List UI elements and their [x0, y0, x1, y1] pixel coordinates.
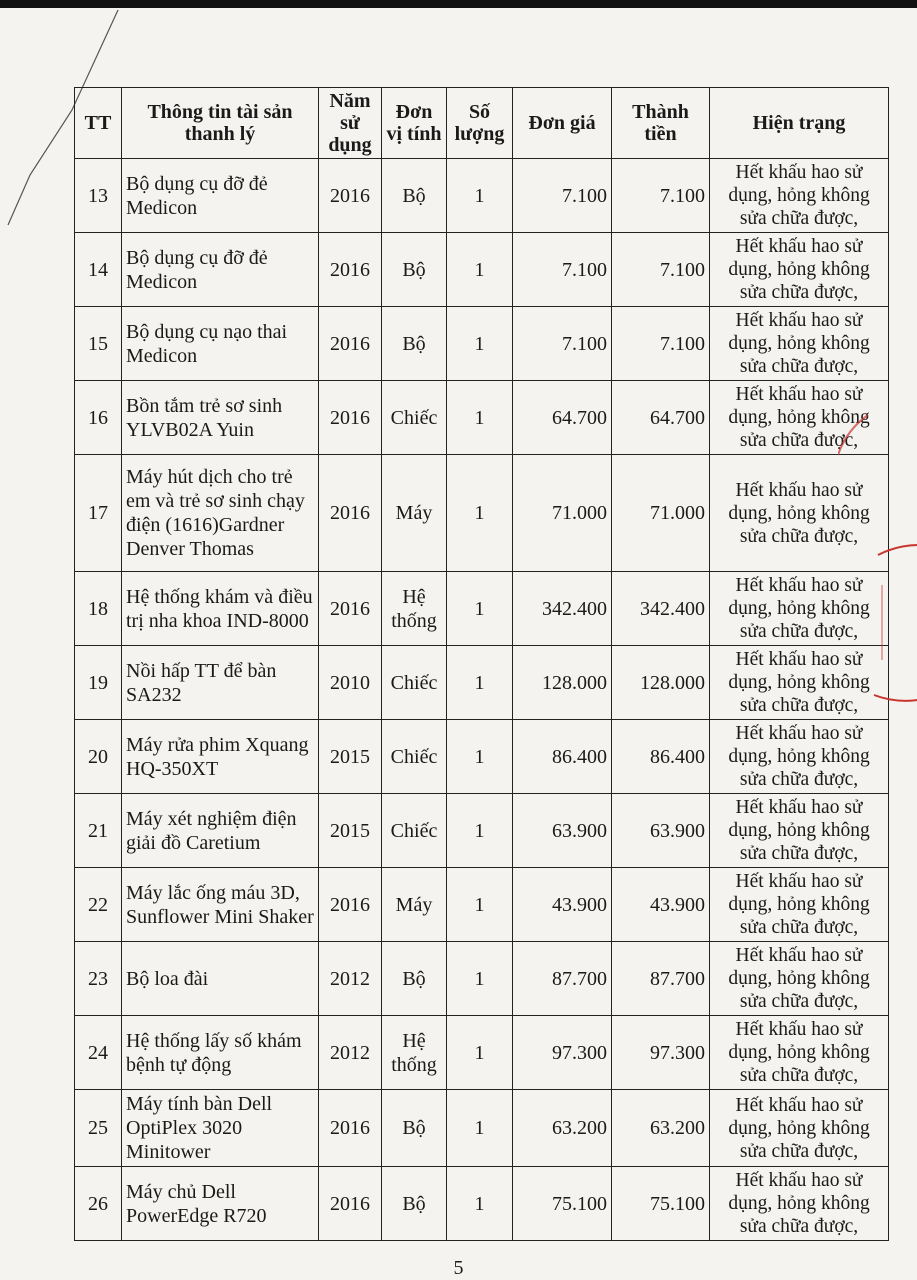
- asset-name-cell: Máy hút dịch cho trẻ em và trẻ sơ sinh chạy điện (1616)Gardner Denver Thomas: [122, 455, 319, 572]
- table-row: [75, 1016, 889, 1090]
- total-amount-cell: 87.700: [612, 942, 710, 1016]
- table-row: [75, 646, 889, 720]
- total-amount-cell: 7.100: [612, 307, 710, 381]
- total-amount-cell: 64.700: [612, 381, 710, 455]
- unit-price-cell: 71.000: [513, 455, 612, 572]
- row-number-cell: 13: [75, 159, 122, 233]
- year-of-use-cell: 2012: [319, 1016, 382, 1090]
- unit-price-cell: 63.900: [513, 794, 612, 868]
- table-row: [75, 1167, 889, 1241]
- table-row: [75, 381, 889, 455]
- total-amount-cell: 7.100: [612, 159, 710, 233]
- year-of-use-cell: 2016: [319, 868, 382, 942]
- unit-price-cell: 128.000: [513, 646, 612, 720]
- status-cell: Hết khấu hao sử dụng, hỏng không sửa chữa được,: [710, 1167, 889, 1241]
- row-number-cell: 22: [75, 868, 122, 942]
- year-of-use-cell: 2016: [319, 1167, 382, 1241]
- quantity-cell: 1: [447, 1167, 513, 1241]
- header-status: Hiện trạng: [710, 88, 889, 159]
- unit-price-cell: 87.700: [513, 942, 612, 1016]
- asset-name-cell: Máy tính bàn Dell OptiPlex 3020 Minitower: [122, 1090, 319, 1167]
- row-number-cell: 21: [75, 794, 122, 868]
- row-number-cell: 25: [75, 1090, 122, 1167]
- year-of-use-cell: 2015: [319, 720, 382, 794]
- unit-cell: Máy: [382, 868, 447, 942]
- row-number-cell: 18: [75, 572, 122, 646]
- table-row: [75, 1090, 889, 1167]
- status-cell: Hết khấu hao sử dụng, hỏng không sửa chữa được,: [710, 868, 889, 942]
- total-amount-cell: 75.100: [612, 1167, 710, 1241]
- quantity-cell: 1: [447, 942, 513, 1016]
- quantity-cell: 1: [447, 720, 513, 794]
- asset-name-cell: Máy rửa phim Xquang HQ-350XT: [122, 720, 319, 794]
- year-of-use-cell: 2016: [319, 159, 382, 233]
- quantity-cell: 1: [447, 794, 513, 868]
- quantity-cell: 1: [447, 868, 513, 942]
- year-of-use-cell: 2016: [319, 307, 382, 381]
- unit-price-cell: 97.300: [513, 1016, 612, 1090]
- year-of-use-cell: 2016: [319, 381, 382, 455]
- quantity-cell: 1: [447, 572, 513, 646]
- header-total: Thành tiền: [612, 88, 710, 159]
- total-amount-cell: 63.900: [612, 794, 710, 868]
- red-seal-stamp: [838, 395, 917, 715]
- total-amount-cell: 97.300: [612, 1016, 710, 1090]
- unit-price-cell: 86.400: [513, 720, 612, 794]
- table-row: [75, 794, 889, 868]
- status-cell: Hết khấu hao sử dụng, hỏng không sửa chữa được,: [710, 307, 889, 381]
- quantity-cell: 1: [447, 307, 513, 381]
- asset-name-cell: Hệ thống khám và điều trị nha khoa IND-8000: [122, 572, 319, 646]
- row-number-cell: 23: [75, 942, 122, 1016]
- page-number: 5: [453, 1257, 464, 1279]
- year-of-use-cell: 2016: [319, 455, 382, 572]
- unit-price-cell: 63.200: [513, 1090, 612, 1167]
- row-number-cell: 20: [75, 720, 122, 794]
- unit-cell: Chiếc: [382, 720, 447, 794]
- unit-cell: Hệ thống: [382, 572, 447, 646]
- year-of-use-cell: 2016: [319, 233, 382, 307]
- status-cell: Hết khấu hao sử dụng, hỏng không sửa chữa được,: [710, 572, 889, 646]
- status-cell: Hết khấu hao sử dụng, hỏng không sửa chữa được,: [710, 942, 889, 1016]
- year-of-use-cell: 2016: [319, 572, 382, 646]
- unit-cell: Hệ thống: [382, 1016, 447, 1090]
- total-amount-cell: 43.900: [612, 868, 710, 942]
- quantity-cell: 1: [447, 646, 513, 720]
- asset-name-cell: Máy chủ Dell PowerEdge R720: [122, 1167, 319, 1241]
- row-number-cell: 16: [75, 381, 122, 455]
- unit-price-cell: 342.400: [513, 572, 612, 646]
- status-cell: Hết khấu hao sử dụng, hỏng không sửa chữa được,: [710, 1016, 889, 1090]
- quantity-cell: 1: [447, 233, 513, 307]
- unit-price-cell: 7.100: [513, 233, 612, 307]
- header-asset-info: Thông tin tài sản thanh lý: [122, 88, 319, 159]
- quantity-cell: 1: [447, 159, 513, 233]
- table-row: [75, 720, 889, 794]
- unit-price-cell: 64.700: [513, 381, 612, 455]
- table-row: [75, 455, 889, 572]
- asset-name-cell: Bộ dụng cụ nạo thai Medicon: [122, 307, 319, 381]
- unit-cell: Bộ: [382, 233, 447, 307]
- total-amount-cell: 71.000: [612, 455, 710, 572]
- asset-name-cell: Máy xét nghiệm điện giải đồ Caretium: [122, 794, 319, 868]
- table-row: [75, 572, 889, 646]
- quantity-cell: 1: [447, 1016, 513, 1090]
- status-cell: Hết khấu hao sử dụng, hỏng không sửa chữa được,: [710, 720, 889, 794]
- status-cell: Hết khấu hao sử dụng, hỏng không sửa chữa được,: [710, 381, 889, 455]
- asset-name-cell: Bộ dụng cụ đỡ đẻ Medicon: [122, 159, 319, 233]
- unit-cell: Máy: [382, 455, 447, 572]
- unit-price-cell: 7.100: [513, 159, 612, 233]
- year-of-use-cell: 2016: [319, 1090, 382, 1167]
- table-row: [75, 942, 889, 1016]
- quantity-cell: 1: [447, 455, 513, 572]
- header-unit-price: Đơn giá: [513, 88, 612, 159]
- header-year: Năm sử dụng: [319, 88, 382, 159]
- total-amount-cell: 63.200: [612, 1090, 710, 1167]
- unit-price-cell: 75.100: [513, 1167, 612, 1241]
- unit-cell: Bộ: [382, 942, 447, 1016]
- unit-cell: Bộ: [382, 159, 447, 233]
- unit-cell: Chiếc: [382, 646, 447, 720]
- unit-cell: Bộ: [382, 307, 447, 381]
- header-tt: TT: [75, 88, 122, 159]
- status-cell: Hết khấu hao sử dụng, hỏng không sửa chữa được,: [710, 646, 889, 720]
- table-row: [75, 307, 889, 381]
- row-number-cell: 19: [75, 646, 122, 720]
- quantity-cell: 1: [447, 381, 513, 455]
- table-header-row: [75, 88, 889, 159]
- asset-name-cell: Bộ dụng cụ đỡ đẻ Medicon: [122, 233, 319, 307]
- table-row: [75, 233, 889, 307]
- row-number-cell: 24: [75, 1016, 122, 1090]
- table-row: [75, 868, 889, 942]
- table-row: [75, 159, 889, 233]
- header-quantity: Số lượng: [447, 88, 513, 159]
- status-cell: Hết khấu hao sử dụng, hỏng không sửa chữa được,: [710, 159, 889, 233]
- year-of-use-cell: 2015: [319, 794, 382, 868]
- asset-name-cell: Máy lắc ống máu 3D, Sunflower Mini Shaker: [122, 868, 319, 942]
- unit-price-cell: 43.900: [513, 868, 612, 942]
- asset-name-cell: Hệ thống lấy số khám bệnh tự động: [122, 1016, 319, 1090]
- total-amount-cell: 342.400: [612, 572, 710, 646]
- row-number-cell: 14: [75, 233, 122, 307]
- status-cell: Hết khấu hao sử dụng, hỏng không sửa chữa được,: [710, 455, 889, 572]
- status-cell: Hết khấu hao sử dụng, hỏng không sửa chữa được,: [710, 1090, 889, 1167]
- status-cell: Hết khấu hao sử dụng, hỏng không sửa chữa được,: [710, 233, 889, 307]
- row-number-cell: 15: [75, 307, 122, 381]
- total-amount-cell: 128.000: [612, 646, 710, 720]
- row-number-cell: 26: [75, 1167, 122, 1241]
- unit-cell: Chiếc: [382, 794, 447, 868]
- header-unit: Đơn vị tính: [382, 88, 447, 159]
- unit-cell: Chiếc: [382, 381, 447, 455]
- unit-price-cell: 7.100: [513, 307, 612, 381]
- quantity-cell: 1: [447, 1090, 513, 1167]
- status-cell: Hết khấu hao sử dụng, hỏng không sửa chữa được,: [710, 794, 889, 868]
- year-of-use-cell: 2012: [319, 942, 382, 1016]
- total-amount-cell: 86.400: [612, 720, 710, 794]
- asset-liquidation-table: [74, 87, 889, 1241]
- row-number-cell: 17: [75, 455, 122, 572]
- total-amount-cell: 7.100: [612, 233, 710, 307]
- asset-name-cell: Nồi hấp TT để bàn SA232: [122, 646, 319, 720]
- year-of-use-cell: 2010: [319, 646, 382, 720]
- asset-name-cell: Bồn tắm trẻ sơ sinh YLVB02A Yuin: [122, 381, 319, 455]
- asset-name-cell: Bộ loa đài: [122, 942, 319, 1016]
- unit-cell: Bộ: [382, 1090, 447, 1167]
- unit-cell: Bộ: [382, 1167, 447, 1241]
